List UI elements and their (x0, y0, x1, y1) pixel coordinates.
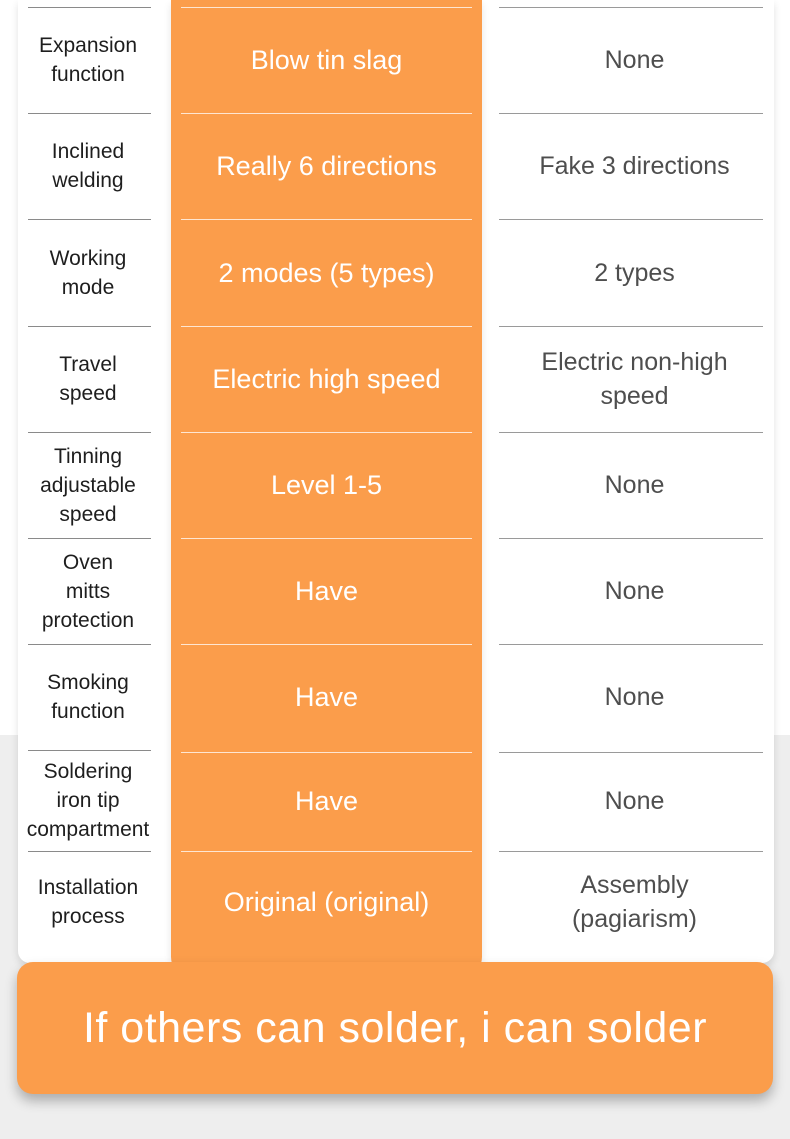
original-value-text: Really 6 directions (216, 151, 437, 181)
original-value (171, 644, 482, 750)
slogan-banner (17, 962, 773, 1094)
competitor-value (499, 7, 770, 113)
competitor-value-text: speed (600, 382, 669, 410)
competitor-value-text: Fake 3 directions (539, 152, 730, 180)
feature-label (14, 644, 162, 750)
feature-label-text: iron tip (56, 789, 120, 812)
competitor-value-text: None (604, 683, 665, 711)
original-value-text: Level 1-5 (270, 470, 383, 500)
competitor-value (499, 851, 770, 952)
competitor-value (499, 750, 770, 851)
original-value (171, 432, 482, 538)
feature-label-text: mitts (65, 579, 111, 603)
original-value (171, 219, 482, 326)
competitor-value-text: None (604, 471, 665, 499)
feature-label-text: function (51, 63, 125, 86)
original-value (171, 851, 482, 952)
feature-label-text: Inclined (51, 140, 125, 163)
competitor-value-text: None (604, 577, 665, 605)
feature-label (14, 750, 162, 851)
original-value (171, 750, 482, 851)
competitor-value-text: (pagiarism) (571, 904, 698, 933)
original-value (171, 538, 482, 644)
original-value-text: Electric high speed (212, 364, 441, 394)
feature-label (14, 7, 162, 113)
feature-label-text: process (51, 904, 125, 928)
feature-label (14, 432, 162, 538)
original-value-text: Have (294, 682, 359, 712)
feature-label-text: Expansion (38, 34, 138, 57)
competitor-value (499, 432, 770, 538)
feature-label-text: function (51, 700, 125, 723)
competitor-value-text: Assembly (580, 870, 689, 899)
feature-label-text: welding (52, 169, 124, 192)
feature-label-text: Soldering (43, 760, 133, 783)
competitor-value-text: 2 types (594, 258, 675, 287)
original-value-text: 2 modes (5 types) (218, 257, 435, 288)
feature-label-text: speed (59, 502, 117, 526)
competitor-value (499, 538, 770, 644)
feature-label-text: Installation (37, 875, 139, 899)
competitor-value (499, 326, 770, 432)
original-value (171, 326, 482, 432)
original-value-text: Blow tin slag (250, 45, 403, 75)
feature-label-text: Tinning (53, 444, 123, 468)
feature-label (14, 113, 162, 219)
slogan-text: If others can solder, i can solder (82, 1003, 708, 1052)
original-value-text: Have (294, 785, 359, 816)
competitor-value (499, 219, 770, 326)
feature-label-text: adjustable (40, 473, 136, 497)
feature-label-text: Smoking (47, 671, 129, 694)
original-value-text: Have (294, 576, 359, 606)
feature-label-text: compartment (26, 818, 150, 841)
feature-label (14, 851, 162, 952)
competitor-value (499, 113, 770, 219)
feature-label-text: Travel (59, 353, 117, 376)
original-value (171, 113, 482, 219)
competitor-value (499, 644, 770, 750)
feature-label-text: protection (41, 608, 135, 632)
original-value (171, 7, 482, 113)
feature-label-text: mode (61, 275, 115, 299)
feature-label (14, 538, 162, 644)
original-value-text: Original (original) (223, 886, 430, 917)
competitor-value-text: None (604, 786, 665, 815)
feature-label (14, 219, 162, 326)
feature-label (14, 326, 162, 432)
competitor-value-text: None (604, 46, 665, 74)
competitor-value-text: Electric non-high (541, 348, 728, 376)
feature-label-text: Working (49, 246, 127, 270)
feature-label-text: Oven (62, 550, 114, 574)
feature-label-text: speed (59, 382, 117, 405)
